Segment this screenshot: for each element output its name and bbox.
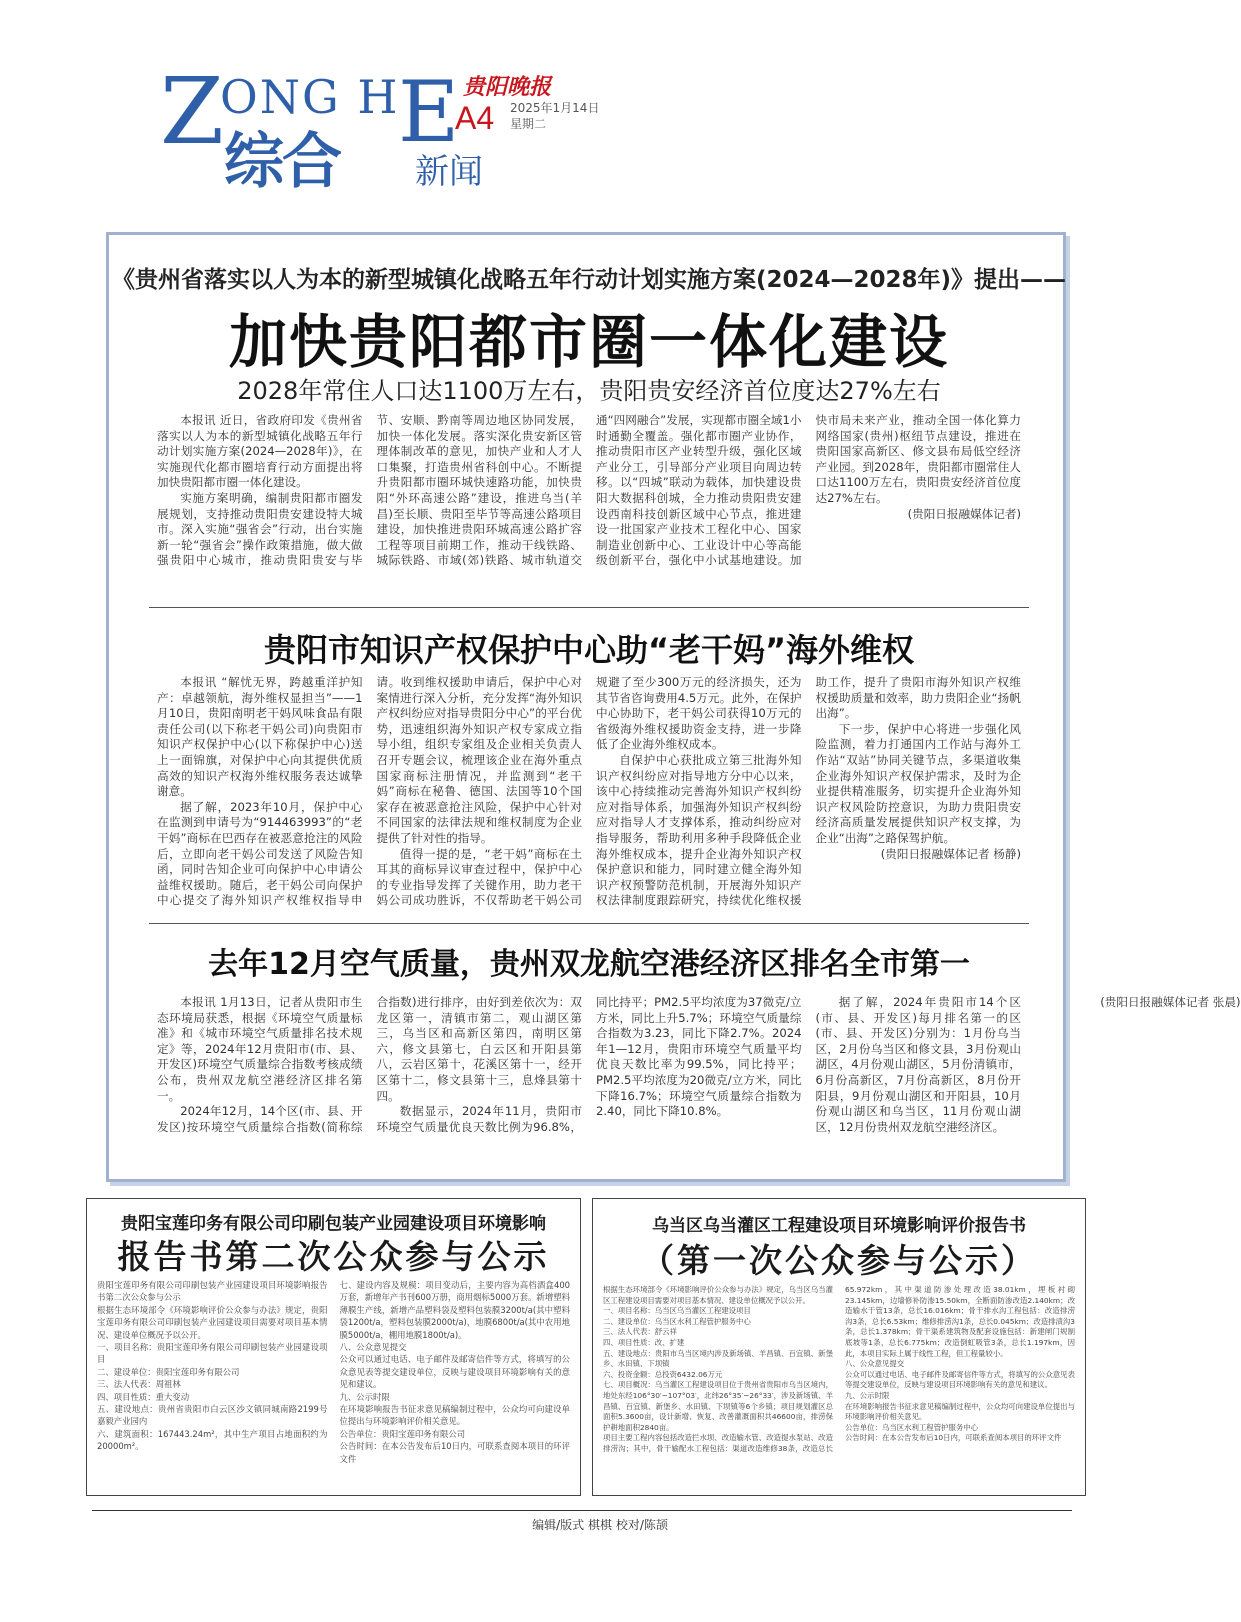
- notice1-line: 公告单位：贵阳宝莲印务有限公司: [339, 1428, 466, 1439]
- notice2-line: 六、投资金额：总投资6432.06万元: [603, 1369, 723, 1379]
- article1-text: [157, 413, 1021, 593]
- article3-text: [157, 995, 1241, 1145]
- notice1-line: 五、建设地点：贵州省贵阳市白云区沙文镇同城南路2199号嘉毅产业园内: [97, 1404, 328, 1427]
- article2-paragraph: 本报讯 “解忧无界，跨越重洋护知产：卓越领航，海外维权显担当”——1月10日，贵阳南明老干妈风味食品有限责任公司(以下称老干妈公司)向贵阳市知识产权保护中心(以下称保护中心)送上一面锦旗，对保护中心向其提供优质高效的知识产权海外维权服务表达诚挚谢意。: [157, 675, 363, 799]
- masthead-section-name: 综合: [224, 127, 340, 197]
- article3-paragraph: 本报讯 1月13日，记者从贵阳市生态环境局获悉，根据《环境空气质量标准》和《城市环境空气质量排名技术规定》等，2024年12月贵阳市(市、县、开发区)环境空气质量综合指数考核成绩公布，贵州双龙航空港经济区排名第一。: [157, 995, 363, 1103]
- notice1-line: 根据生态环境部令《环境影响评价公众参与办法》规定，贵阳宝莲印务有限公司印刷包装产业园建设项目需要对项目基本情况、建设单位概况予以公开。: [97, 1304, 328, 1340]
- notice1-line: 七、建设内容及规模：项目变动后，主要内容为高档酒盒400万套，新增年产书刊600万册，商用烟标5000万套。新增塑料薄膜生产线，新增产品塑料袋及塑料包装膜3200t/a(其中塑料袋1200t/a，塑料包装膜2000t/a)，地膜6800t/a(其中农用地膜5000t/a，棚用地膜1800t/a)。: [339, 1280, 570, 1340]
- notice2-title-line1: 乌当区乌当灌区工程建设项目环境影响评价报告书: [652, 1216, 1026, 1236]
- notice2-line: 四、项目性质：改、扩建: [603, 1337, 685, 1347]
- issue-date: [510, 100, 599, 132]
- issue-weekday: 星期二: [510, 117, 547, 131]
- notice-baolian: [86, 1198, 581, 1496]
- notice1-text: [97, 1279, 570, 1489]
- paper-name: 贵阳晚报: [463, 75, 552, 100]
- article2-paragraph: 值得一提的是，“老干妈”商标在土耳其的商标异议审查过程中，保护中心的专业指导发挥了关键作用，助力老干妈公司成功胜诉，不仅帮助老干妈公司规避了至少300万元的经济损失，还为其节省咨询费用4.5万元。此外，在保护中心协助下，老干妈公司获得10万元的省级海外维权援助资金支持，进一步降低了企业海外维权成本。: [376, 675, 802, 908]
- notice2-line: 八、公众意见提交: [845, 1359, 905, 1369]
- masthead-ong-h: ONG H: [220, 70, 400, 124]
- notice1-line: 六、建筑面积：167443.24m²，其中生产项目占地面积约为20000m²。: [97, 1428, 328, 1452]
- notice1-line: 在环境影响报告书征求意见稿编制过程中，公众均可向建设单位提出与环境影响评价相关意见。: [339, 1404, 570, 1427]
- masthead-e: E: [398, 63, 460, 161]
- notice1-title-line1: 贵阳宝莲印务有限公司印刷包装产业园建设项目环境影响: [121, 1214, 546, 1234]
- masthead-news: 新闻: [415, 152, 483, 192]
- article2-paragraph: 自保护中心获批成立第三批海外知识产权纠纷应对指导地方分中心以来，该中心持续推动完善海外知识产权纠纷应对指导体系，加强海外知识产权纠纷应对指导人才支撑体系，推动纠纷应对指导服务，帮助利用多种手段降低企业海外维权成本，提升企业海外知识产权保护意识和能力，同时建立健全海外知识产权预警防范机制，开展海外知识产权法律制度跟踪研究，持续优化维权援助工作，提升了贵阳市海外知识产权维权援助质量和效率，助力贵阳企业“扬帆出海”。: [596, 675, 1021, 908]
- article1-pre-title: 《贵州省落实以人为本的新型城镇化战略五年行动计划实施方案(2024—2028年)》提出——: [111, 267, 1067, 293]
- article1-title: 加快贵阳都市圈一体化建设: [228, 308, 949, 376]
- notice2-line: 项目主要工程内容包括改造拦水坝、改造输水管、改造提水泵站、改造排涝沟；其中，骨干输配水工程包括：渠道改造维修38条，改造总长65.972km，其中渠道防渗处理改造38.01km，埋板衬砌23.145km，边墙修补防渗15.50km，全断面防渗改造2.140km；改造输水干管13条，总长16.016km；骨干排水沟工程包括：改造排涝沟3条，总长6.53km；维修排涝沟1条，总长0.045km；改造排渍沟3条，总长1.378km；骨干渠系建筑物及配套设施包括：新建闸门规制底坡等1条，总长6.775km；改造倒虹吸管3条，总长1.197km，因此，本项目实际上属于线性工程，但工程量较小。: [603, 1285, 1075, 1453]
- article3-paragraph: 据了解，2024年贵阳市14个区(市、县、开发区)每月排名第一的区(市、县、开发区)分别为：1月份乌当区，2月份乌当区和修文县，3月份观山湖区，4月份观山湖区，5月份清镇市，6月份高新区，7月份高新区，8月份开阳县，9月份观山湖区和开阳县，10月份观山湖区和乌当区，11月份观山湖区，12月份贵州双龙航空港经济区。: [815, 995, 1021, 1134]
- notice-wudang: [592, 1198, 1086, 1496]
- notice2-body: [603, 1285, 1075, 1489]
- notice2-line: 三、法人代表：舒云祥: [603, 1327, 677, 1337]
- divider: [149, 923, 1029, 924]
- main-articles-box: [106, 232, 1241, 1182]
- article1-subtitle: 2028年常住人口达1100万左右，贵阳贵安经济首位度达27%左右: [237, 377, 941, 405]
- article1-signature: (贵阳日报融媒体记者): [907, 506, 1021, 521]
- article3-body: [157, 995, 1241, 1145]
- notice1-line: 四、项目性质：重大变动: [97, 1391, 190, 1402]
- article3-title: 去年12月空气质量，贵州双龙航空港经济区排名全市第一: [208, 947, 970, 982]
- notice1-body: [97, 1279, 570, 1489]
- notice1-line: 公众可以通过电话、电子邮件及邮寄信件等方式，将填写的公众意见表等提交建设单位，反映与建设项目环境影响有关的意见和建议。: [339, 1354, 570, 1390]
- notice1-line: 九、公示时限: [339, 1391, 390, 1402]
- notice2-line: 公告时间：在本公告发布后10日内，可联系查阅本项目的环评文件: [845, 1433, 1062, 1443]
- article1-paragraph: 实施方案明确，编制贵阳都市圈发展规划，支持推动贵阳贵安建设特大城市。深入实施“强省会”行动，出台实施新一轮“强省会”操作政策措施，做大做强贵阳中心城市，推动贵阳贵安与毕节、安顺、黔南等周边地区协同发展，加快一体化发展。落实深化贵安新区管理体制改革的意见，加快产业和人才人口集聚，打造贵州省科创中心。不断提升贵阳都市圈环城快速路功能，加快贵阳“外环高速公路”建设，推进乌当(羊昌)至长顺、贵阳至毕节等高速公路项目建设，加快推进贵阳环城高速公路扩容工程等项目前期工作，推动干线铁路、城际铁路、市域(郊)铁路、城市轨道交通“四网融合”发展，实现都市圈全域1小时通勤全覆盖。强化都市圈产业协作，推动贵阳市区产业转型升级，强化区域产业分工，引导部分产业项目向周边转移。以“四城”联动为载体，加快建设贵阳大数据科创城，全力推动贵阳贵安建设西南科技创新区域中心节点，推进建设一批国家产业技术工程化中心、国家制造业创新中心、工业设计中心等高能级创新平台，强化中小试基地建设。加快市局未来产业，推动全国一体化算力网络国家(贵州)枢纽节点建设，推进在贵阳国家高新区、修文县布局低空经济产业园。到2028年，贵阳都市圈常住人口达1100万左右，贵阳贵安经济首位度达27%左右。: [157, 413, 1021, 568]
- article2-paragraph: 据了解，2023年10月，保护中心在监测到申请号为“914463993”的“老干妈”商标在巴西存在被恶意抢注的风险后，立即向老干妈公司发送了风险告知函，同时告知企业可向保护中心申请公益维权援助。随后，老干妈公司向保护中心提交了海外知识产权维权指导申请。收到维权援助申请后，保护中心对案情进行深入分析，充分发挥“海外知识产权纠纷应对指导贵阳分中心”的平台优势，迅速组织海外知识产权专家成立指导小组，组织专家组及企业相关负责人召开专题会议，梳理该企业在海外重点国家商标注册情况，并监测到“老干妈”商标在秘鲁、德国、法国等10个国家存在被恶意抢注风险，保护中心针对不同国家的法律法规和维权制度为企业提供了针对性的指导。: [157, 675, 582, 908]
- notice1-line: 三、法人代表：周祖林: [97, 1379, 181, 1390]
- notice1-line: 二、建设单位：贵阳宝莲印务有限公司: [97, 1366, 240, 1377]
- notice2-line: 在环境影响报告书征求意见稿编制过程中，公众均可向建设单位提出与环境影响评价相关意见。: [845, 1401, 1075, 1422]
- notice2-line: 公众可以通过电话、电子邮件及邮寄信件等方式，将填写的公众意见表等提交建设单位，反映与建设项目环境影响有关的意见和建议。: [845, 1369, 1075, 1390]
- notice1-line: 八、公众意见提交: [339, 1342, 407, 1353]
- article3-paragraph: 数据显示，2024年11月，贵阳市环境空气质量优良天数比例为96.8%，同比持平；PM2.5平均浓度为37微克/立方米，同比上升5.7%；环境空气质量综合指数为3.23，同比下降2.7%。2024年1—12月，贵阳市环境空气质量平均优良天数比率为99.5%，同比持平；PM2.5平均浓度为20微克/立方米，同比下降16.7%；环境空气质量综合指数为2.40，同比下降10.8%。: [376, 995, 802, 1134]
- notice2-line: 七、项目概况：乌当灌区工程建设项目位于贵州省贵阳市乌当区境内，地处东经106°30′~107°03′，北纬26°35′~26°33′，涉及新场镇、羊昌镇、百宜镇、新堡乡、水田镇、下坝镇等6个乡镇；项目规划灌区总面积5.3600亩，设计新增、恢复、改善灌溉面积共46600亩，排涝保护耕地面积2840亩。: [603, 1380, 833, 1432]
- notice2-line: 一、项目名称：乌当区乌当灌区工程建设项目: [603, 1306, 751, 1316]
- notice1-line: 公告时间：在本公告发布后10日内，可联系查阅本项目的环评文件: [339, 1441, 570, 1464]
- notice2-title-line2: （第一次公众参与公示）: [641, 1241, 1037, 1280]
- footer-rule: [92, 1510, 1072, 1511]
- article2-paragraph: 下一步，保护中心将进一步强化风险监测，着力打通国内工作站与海外工作站“双站”协同关键节点，多渠道收集企业海外知识产权保护需求，及时为企业提供精准服务，切实提升企业海外知识产权风险防控意识，为助力贵阳贵安经济高质量发展提供知识产权支撑，为企业“出海”之路保驾护航。: [815, 721, 1021, 845]
- footer-credit: 编辑/版式 棋棋 校对/陈颉: [532, 1518, 668, 1532]
- notice2-line: 公告单位：乌当区水利工程管护服务中心: [845, 1422, 979, 1432]
- notice2-line: 五、建设地点：贵阳市乌当区境内涉及新场镇、羊昌镇、百宜镇、新堡乡、水田镇、下坝镇: [603, 1348, 833, 1369]
- page-number: A4: [455, 100, 495, 136]
- article2-title: 贵阳市知识产权保护中心助“老干妈”海外维权: [263, 631, 915, 669]
- masthead-z: Z: [160, 58, 224, 165]
- article2-body: [157, 675, 1021, 971]
- notice1-line: 一、项目名称：贵阳宝莲印务有限公司印刷包装产业园建设项目: [97, 1342, 328, 1365]
- notice2-line: 九、公示时限: [845, 1390, 890, 1400]
- article1-paragraph: 本报讯 近日，省政府印发《贵州省落实以人为本的新型城镇化战略五年行动计划实施方案(2024—2028年)》，在实施现代化都市圈培育行动方面提出将加快贵阳都市圈一体化建设。: [157, 413, 363, 490]
- notice2-text: [603, 1285, 1075, 1489]
- article3-paragraph: 2024年12月，14个区(市、县、开发区)按环境空气质量综合指数(简称综合指数)进行排序，由好到差依次为：双龙区第一，清镇市第二，观山湖区第三，乌当区和高新区第四，南明区第六，修文县第七，白云区和开阳县第八，云岩区第十，花溪区第十一，经开区第十二，修文县第十三，息烽县第十四。: [157, 995, 582, 1134]
- divider: [149, 607, 1029, 608]
- article1-body: [157, 413, 1021, 593]
- issue-date-text: 2025年1月14日: [510, 101, 600, 115]
- article3-signature: (贵阳日报融媒体记者 张晨): [1100, 995, 1241, 1009]
- notice2-line: 二、建设单位：乌当区水利工程管护服务中心: [603, 1316, 751, 1326]
- notice2-line: 根据生态环境部令《环境影响评价公众参与办法》规定，乌当区乌当灌区工程建设项目需要对项目基本情况、建设单位概况予以公开。: [603, 1285, 833, 1305]
- article2-text: [157, 675, 1021, 971]
- notice1-title-line2: 报告书第二次公众参与公示: [117, 1237, 550, 1276]
- notice1-line: 贵阳宝莲印务有限公司印刷包装产业园建设项目环境影响报告书第二次公众参与公示: [97, 1280, 328, 1303]
- article2-signature: (贵阳日报融媒体记者 杨静): [880, 846, 1021, 861]
